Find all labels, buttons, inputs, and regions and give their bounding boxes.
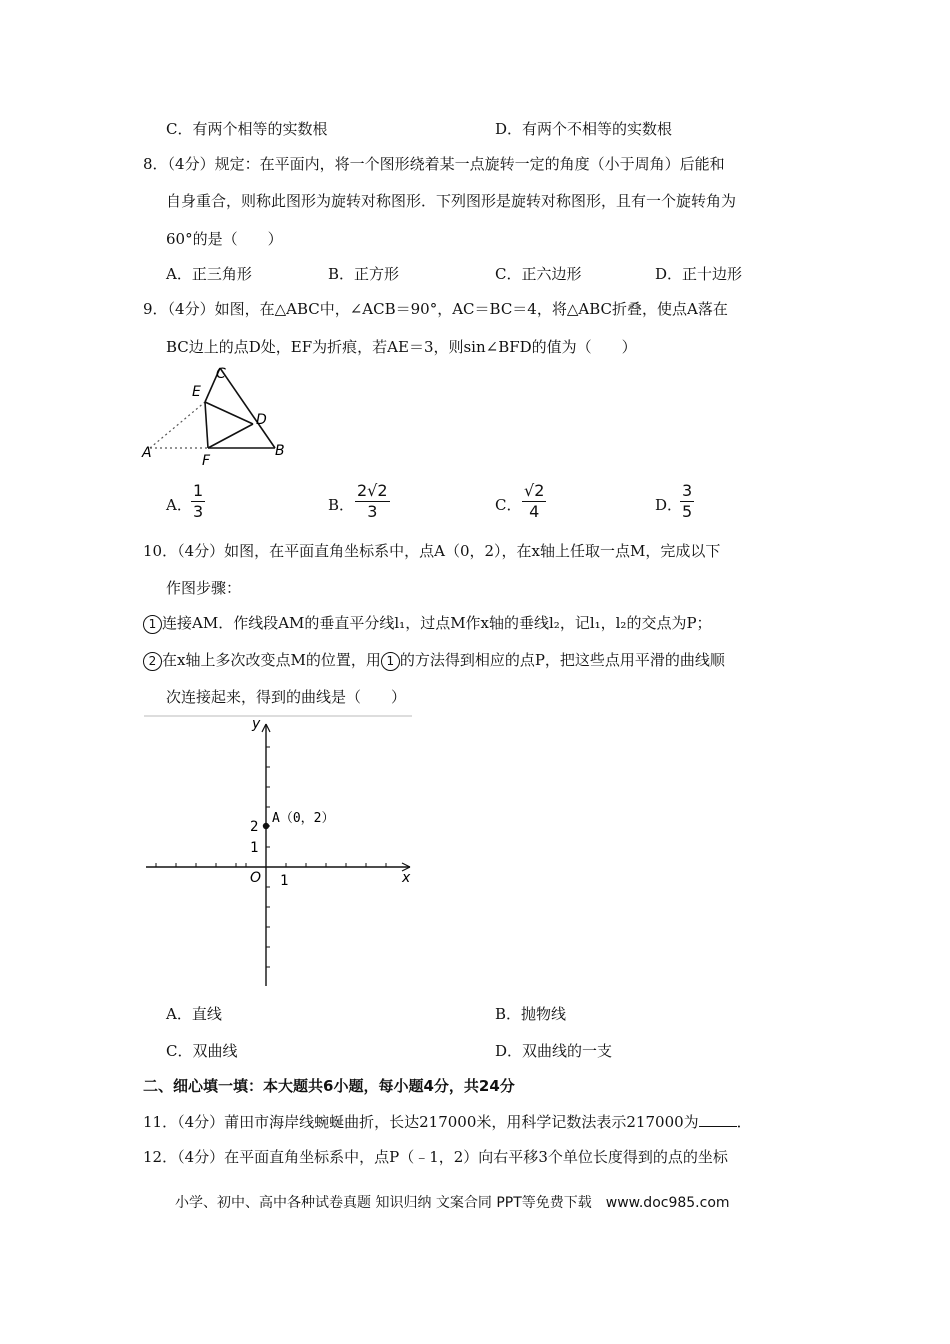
label-e: E (192, 384, 201, 400)
q11 (143, 1111, 752, 1132)
denominator: 5 (682, 502, 693, 521)
dashed-ae (150, 402, 205, 448)
numerator: √2 (524, 481, 545, 500)
numerator: 1 (193, 481, 204, 500)
q11-end: ． (736, 1113, 752, 1131)
q11-answer-blank (699, 1112, 737, 1127)
q9-line2: BC边上的点D处，EF为折痕，若AE＝3，则sin∠BFD的值为（ ） (166, 338, 637, 356)
q9-option-b-label: B． (328, 496, 355, 514)
label-b: B (275, 443, 285, 459)
q10-step2 (143, 649, 725, 671)
y-axis-label: y (252, 716, 261, 732)
step1-ref: 1 (381, 652, 400, 671)
step1-mark: 1 (143, 615, 162, 634)
q10-line1: 10．（4分）如图，在平面直角坐标系中，点A（0，2），在x轴上任取一点M，完成以下 (143, 542, 721, 560)
q12-line1: 12．（4分）在平面直角坐标系中，点P（﹣1，2）向右平移3个单位长度得到的点的坐标 (143, 1148, 728, 1166)
q9-option-c-label: C． (495, 496, 522, 514)
q7-option-c: C．有两个相等的实数根 (166, 120, 328, 138)
q10-step1 (143, 612, 712, 634)
step2-text-a: 在x轴上多次改变点M的位置，用 (162, 651, 381, 669)
q8-option-b: B．正方形 (328, 265, 400, 283)
q9-option-d-fraction (680, 481, 694, 522)
q10-option-b: B．抛物线 (495, 1005, 567, 1023)
point-a (263, 823, 269, 829)
label-d: D (256, 412, 267, 428)
point-a-label: A（0，2） (272, 811, 335, 826)
q9-option-c-fraction (522, 481, 546, 522)
q7-option-d: D．有两个不相等的实数根 (495, 120, 673, 138)
q10-coordinate-graph (142, 712, 414, 990)
q10-option-a: A．直线 (166, 1005, 222, 1023)
label-f: F (202, 453, 211, 469)
q8-option-d: D．正十边形 (655, 265, 743, 283)
section-2-heading: 二、细心填一填：本大题共6小题，每小题4分，共24分 (143, 1077, 515, 1095)
step2-text-b: 的方法得到相应的点P，把这些点用平滑的曲线顺 (399, 651, 725, 669)
q10-line2: 作图步骤： (166, 579, 242, 597)
q9-triangle-figure (140, 362, 300, 472)
x-tick-label-1: 1 (280, 873, 289, 889)
seg-fd (208, 424, 253, 448)
q8-option-a: A．正三角形 (166, 265, 252, 283)
q8-line2: 自身重合，则称此图形为旋转对称图形．下列图形是旋转对称图形，且有一个旋转角为 (166, 192, 737, 210)
y-tick-label-2: 2 (250, 819, 259, 835)
q8-line1: 8．（4分）规定：在平面内，将一个图形绕着某一点旋转一定的角度（小于周角）后能和 (143, 155, 725, 173)
q11-text: 11．（4分）莆田市海岸线蜿蜒曲折，长达217000米，用科学记数法表示217000为 (143, 1113, 699, 1131)
q10-line-last: 次连接起来，得到的曲线是（ ） (166, 688, 407, 706)
origin-label: O (250, 870, 262, 886)
denominator: 4 (529, 502, 540, 521)
label-a: A (142, 445, 152, 461)
q9-option-a-label: A． (166, 496, 192, 514)
q9-line1: 9．（4分）如图，在△ABC中，∠ACB＝90°，AC＝BC＝4，将△ABC折叠，使点A落在 (143, 300, 728, 318)
q10-option-c: C．双曲线 (166, 1042, 238, 1060)
side-cb (220, 368, 275, 448)
q9-option-a-fraction (191, 481, 205, 522)
denominator: 3 (367, 502, 378, 521)
q8-line3: 60°的是（ ） (166, 230, 283, 248)
q10-option-d: D．双曲线的一支 (495, 1042, 613, 1060)
step1-text: 连接AM．作线段AM的垂直平分线l₁，过点M作x轴的垂线l₂，记l₁，l₂的交点为P； (162, 614, 712, 632)
x-axis-label: x (402, 870, 411, 886)
q9-option-b-fraction (355, 481, 390, 522)
numerator: 3 (682, 481, 693, 500)
denominator: 3 (193, 502, 204, 521)
page-footer: 小学、初中、高中各种试卷真题 知识归纳 文案合同 PPT等免费下载 www.doc985.com (175, 1195, 730, 1211)
fold-ef (205, 402, 208, 448)
y-tick-label-1: 1 (250, 840, 259, 856)
step2-mark: 2 (143, 652, 162, 671)
q9-option-d-label: D． (655, 496, 683, 514)
numerator: 2√2 (357, 481, 388, 500)
label-c: C (216, 366, 226, 382)
q8-option-c: C．正六边形 (495, 265, 582, 283)
